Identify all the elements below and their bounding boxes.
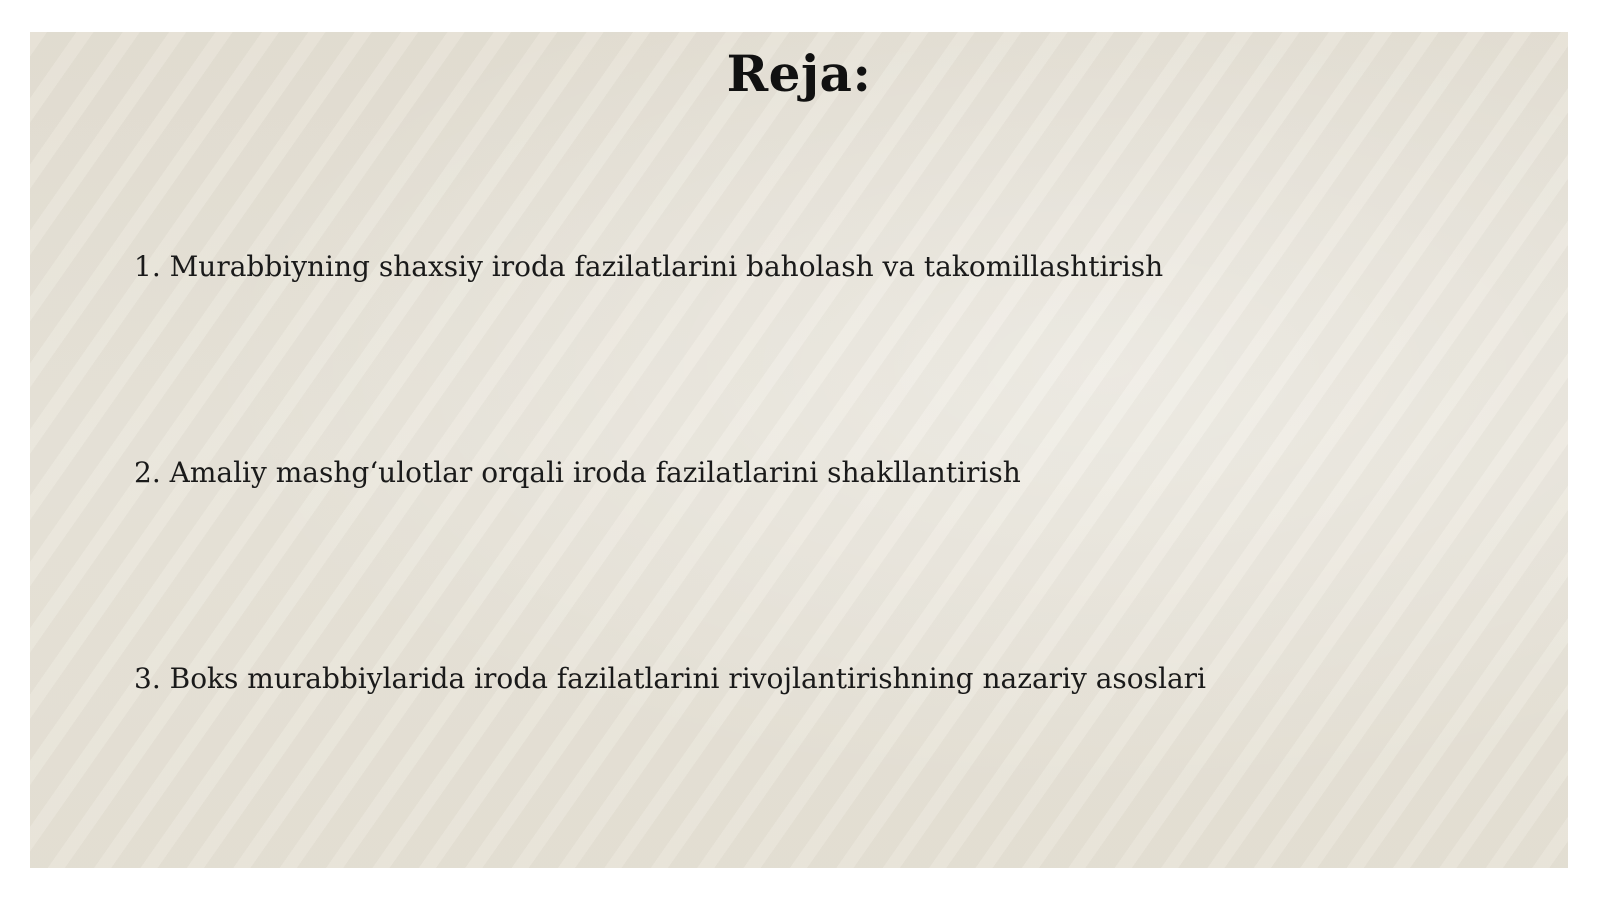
plan-item-2: 2. Amaliy mashg‘ulotlar orqali iroda fazilatlarini shakllantirish [134,456,1021,489]
plan-item-3: 3. Boks murabbiylarida iroda fazilatlarini rivojlantirishning nazariy asoslari [134,662,1207,695]
slide-title: Reja: [726,44,872,103]
plan-item-1: 1. Murabbiyning shaxsiy iroda fazilatlarini baholash va takomillashtirish [134,250,1164,283]
slide [30,32,1568,868]
